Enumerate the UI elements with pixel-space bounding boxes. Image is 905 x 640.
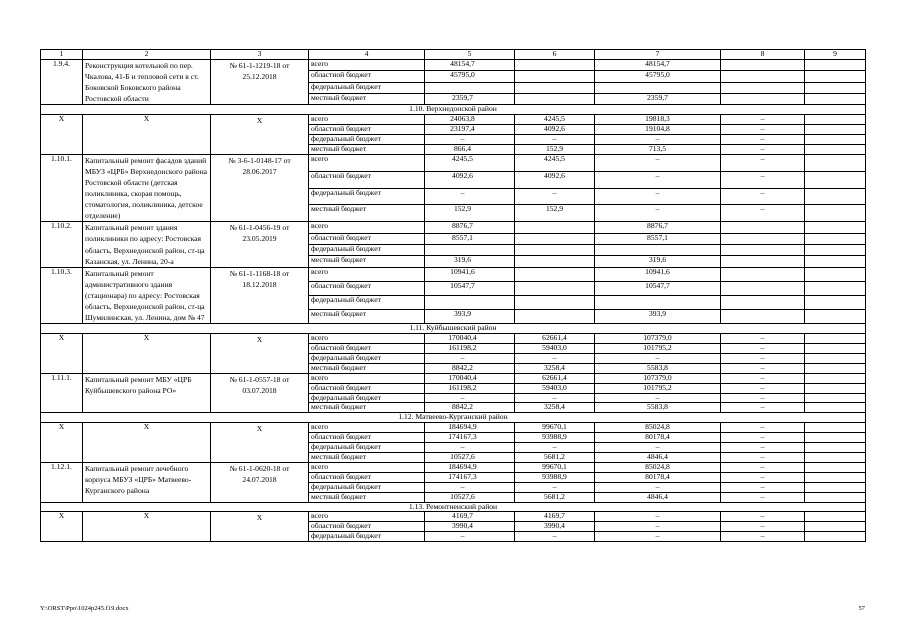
- funding-source: областной бюджет: [309, 383, 425, 393]
- funding-source: всего: [309, 423, 425, 433]
- value-col6: –: [515, 443, 595, 453]
- value-col9: [805, 295, 866, 309]
- total-value: 161198,2: [425, 383, 515, 393]
- value-col6: –: [515, 393, 595, 403]
- total-value: 8557,1: [425, 233, 515, 244]
- value-col9: [805, 59, 866, 70]
- value-col8: –: [721, 171, 805, 188]
- value-col7: –: [595, 482, 721, 492]
- funding-source: местный бюджет: [309, 403, 425, 413]
- value-col6: 62661,4: [515, 334, 595, 344]
- value-col6: [515, 281, 595, 295]
- funding-source: областной бюджет: [309, 522, 425, 532]
- value-col6: 4169,7: [515, 512, 595, 522]
- value-col7: 713,5: [595, 144, 721, 154]
- value-col8: [721, 82, 805, 93]
- total-value: 866,4: [425, 144, 515, 154]
- value-col9: [805, 383, 866, 393]
- value-col8: –: [721, 344, 805, 354]
- value-col7: 80178,4: [595, 433, 721, 443]
- value-col9: [805, 373, 866, 383]
- value-col8: [721, 71, 805, 82]
- item-name: Х: [83, 334, 211, 374]
- value-col6: 4245,5: [515, 154, 595, 171]
- funding-source: федеральный бюджет: [309, 295, 425, 309]
- value-col7: 80178,4: [595, 472, 721, 482]
- total-value: 4092,6: [425, 171, 515, 188]
- value-col9: [805, 344, 866, 354]
- value-col9: [805, 154, 866, 171]
- item-name: Капитальный ремонт МБУ «ЦРБ Куйбышевского района РО»: [83, 373, 211, 413]
- value-col7: 2359,7: [595, 93, 721, 104]
- total-value: –: [425, 135, 515, 145]
- funding-source: всего: [309, 154, 425, 171]
- region-row: [41, 502, 866, 512]
- value-col6: 59403,0: [515, 344, 595, 354]
- item-name: Капитальный ремонт фасадов зданий МБУЗ «ЦРБ» Верхнедонского района Ростовской области (детская поликлиника, скорая помощь, стоматология, поликлиника, детское отделение): [83, 154, 211, 222]
- page-number: 57: [858, 605, 865, 612]
- value-col7: 85024,8: [595, 423, 721, 433]
- region-heading: 1.11. Куйбышевский район: [41, 324, 866, 334]
- value-col6: 5681,2: [515, 453, 595, 463]
- value-col6: [515, 71, 595, 82]
- value-col6: [515, 222, 595, 233]
- item-number: 1.11.1.: [41, 373, 83, 413]
- value-col6: 99670,1: [515, 423, 595, 433]
- value-col7: 8557,1: [595, 233, 721, 244]
- column-number: 2: [83, 50, 211, 60]
- funding-source: местный бюджет: [309, 363, 425, 373]
- funding-source: областной бюджет: [309, 171, 425, 188]
- document-reference: № 61-1-1219-18 от 25.12.2018: [211, 59, 309, 104]
- total-value: 170040,4: [425, 334, 515, 344]
- value-col9: [805, 522, 866, 532]
- value-col8: –: [721, 492, 805, 502]
- total-value: –: [425, 482, 515, 492]
- value-col8: [721, 281, 805, 295]
- total-value: 3990,4: [425, 522, 515, 532]
- value-col6: [515, 295, 595, 309]
- value-col8: –: [721, 383, 805, 393]
- value-col7: 5583,8: [595, 403, 721, 413]
- value-col7: 8876,7: [595, 222, 721, 233]
- value-col7: 5583,8: [595, 363, 721, 373]
- value-col8: –: [721, 135, 805, 145]
- funding-source: федеральный бюджет: [309, 135, 425, 145]
- total-value: 4245,5: [425, 154, 515, 171]
- document-reference: № 61-1-0620-18 от 24.07.2018: [211, 462, 309, 502]
- funding-source: областной бюджет: [309, 125, 425, 135]
- table-row: [41, 462, 866, 472]
- value-col6: –: [515, 482, 595, 492]
- funding-source: местный бюджет: [309, 144, 425, 154]
- funding-source: местный бюджет: [309, 492, 425, 502]
- value-col9: [805, 115, 866, 125]
- value-col7: [595, 295, 721, 309]
- funding-source: федеральный бюджет: [309, 443, 425, 453]
- item-name: Капитальный ремонт здания поликлиники по адресу: Ростовская область, Верхнедонской район, ст-ца Казанская, ул. Ленина, 20-а: [83, 222, 211, 267]
- item-name: Реконструкция котельной по пер. Чкалова, 41-Б и тепловой сети в ст. Боковской Боковского района Ростовской области: [83, 59, 211, 104]
- item-number: 1.10.3.: [41, 267, 83, 323]
- total-value: 161198,2: [425, 344, 515, 354]
- total-value: [425, 82, 515, 93]
- value-col6: 5681,2: [515, 492, 595, 502]
- document-reference: Х: [211, 512, 309, 542]
- value-col6: –: [515, 353, 595, 363]
- item-number: 1.10.1.: [41, 154, 83, 222]
- value-col8: –: [721, 423, 805, 433]
- value-col7: 101795,2: [595, 344, 721, 354]
- value-col6: [515, 310, 595, 324]
- value-col6: 3258,4: [515, 363, 595, 373]
- column-number: 6: [515, 50, 595, 60]
- value-col6: 93988,9: [515, 472, 595, 482]
- funding-source: федеральный бюджет: [309, 353, 425, 363]
- region-row: [41, 413, 866, 423]
- column-number: 7: [595, 50, 721, 60]
- total-value: 393,9: [425, 310, 515, 324]
- document-reference: № 3-6-1-0148-17 от 28.06.2017: [211, 154, 309, 222]
- funding-source: областной бюджет: [309, 233, 425, 244]
- value-col7: [595, 245, 721, 256]
- funding-source: местный бюджет: [309, 453, 425, 463]
- value-col9: [805, 71, 866, 82]
- funding-source: всего: [309, 373, 425, 383]
- document-reference: Х: [211, 423, 309, 463]
- value-col9: [805, 281, 866, 295]
- value-col9: [805, 256, 866, 267]
- value-col6: 152,9: [515, 144, 595, 154]
- value-col7: [595, 82, 721, 93]
- value-col6: –: [515, 135, 595, 145]
- budget-table: [40, 49, 866, 542]
- value-col9: [805, 472, 866, 482]
- total-value: –: [425, 188, 515, 205]
- value-col9: [805, 532, 866, 542]
- document-reference: № 61-1-0557-18 от 03.07.2018: [211, 373, 309, 413]
- value-col8: –: [721, 353, 805, 363]
- value-col7: 319,6: [595, 256, 721, 267]
- total-value: –: [425, 443, 515, 453]
- value-col6: 62661,4: [515, 373, 595, 383]
- table-row: [41, 59, 866, 70]
- column-number: 5: [425, 50, 515, 60]
- item-number: 1.9.4.: [41, 59, 83, 104]
- value-col8: –: [721, 154, 805, 171]
- value-col7: 4846,4: [595, 492, 721, 502]
- value-col6: 4092,6: [515, 171, 595, 188]
- table-row: [41, 222, 866, 233]
- value-col9: [805, 363, 866, 373]
- value-col6: 3990,4: [515, 522, 595, 532]
- value-col8: –: [721, 188, 805, 205]
- value-col8: –: [721, 433, 805, 443]
- value-col9: [805, 135, 866, 145]
- footer-file-path: Y:\ORST\Ppo\1024p245.f19.docx: [40, 605, 129, 612]
- total-value: 319,6: [425, 256, 515, 267]
- value-col7: –: [595, 512, 721, 522]
- value-col6: 4092,6: [515, 125, 595, 135]
- value-col9: [805, 433, 866, 443]
- total-value: [425, 295, 515, 309]
- value-col8: –: [721, 472, 805, 482]
- total-value: 8842,2: [425, 363, 515, 373]
- funding-source: местный бюджет: [309, 310, 425, 324]
- value-col8: –: [721, 115, 805, 125]
- value-col6: [515, 245, 595, 256]
- funding-source: всего: [309, 512, 425, 522]
- item-name: Капитальный ремонт административного здания (стационара) по адресу: Ростовская область, Верхнедонской район, ст-ца Шумилинская, ул. Ленина, дом № 47: [83, 267, 211, 323]
- value-col8: –: [721, 393, 805, 403]
- total-value: 184694,9: [425, 423, 515, 433]
- funding-source: федеральный бюджет: [309, 82, 425, 93]
- value-col9: [805, 144, 866, 154]
- funding-source: областной бюджет: [309, 71, 425, 82]
- item-number: Х: [41, 115, 83, 155]
- total-value: 174167,3: [425, 433, 515, 443]
- total-value: 45795,0: [425, 71, 515, 82]
- value-col8: –: [721, 482, 805, 492]
- total-value: 10527,6: [425, 492, 515, 502]
- value-col9: [805, 205, 866, 222]
- value-col7: –: [595, 532, 721, 542]
- value-col9: [805, 453, 866, 463]
- column-number: 3: [211, 50, 309, 60]
- funding-source: областной бюджет: [309, 472, 425, 482]
- column-number: 9: [805, 50, 866, 60]
- region-row: [41, 324, 866, 334]
- value-col9: [805, 245, 866, 256]
- funding-source: всего: [309, 115, 425, 125]
- table-row: [41, 115, 866, 125]
- table-row: [41, 512, 866, 522]
- funding-source: местный бюджет: [309, 256, 425, 267]
- value-col7: –: [595, 205, 721, 222]
- column-number: 1: [41, 50, 83, 60]
- value-col9: [805, 267, 866, 281]
- funding-source: федеральный бюджет: [309, 245, 425, 256]
- value-col6: [515, 267, 595, 281]
- value-col8: –: [721, 522, 805, 532]
- value-col7: –: [595, 188, 721, 205]
- value-col7: –: [595, 171, 721, 188]
- value-col9: [805, 93, 866, 104]
- funding-source: федеральный бюджет: [309, 482, 425, 492]
- value-col8: –: [721, 512, 805, 522]
- total-value: 10547,7: [425, 281, 515, 295]
- funding-source: всего: [309, 59, 425, 70]
- total-value: 152,9: [425, 205, 515, 222]
- total-value: 48154,7: [425, 59, 515, 70]
- total-value: 24063,8: [425, 115, 515, 125]
- value-col8: –: [721, 144, 805, 154]
- total-value: 4169,7: [425, 512, 515, 522]
- column-number: 4: [309, 50, 425, 60]
- value-col6: 93988,9: [515, 433, 595, 443]
- value-col7: 393,9: [595, 310, 721, 324]
- value-col9: [805, 403, 866, 413]
- item-number: 1.12.1.: [41, 462, 83, 502]
- value-col6: [515, 233, 595, 244]
- value-col8: [721, 310, 805, 324]
- value-col8: –: [721, 205, 805, 222]
- item-name: Капитальный ремонт лечебного корпуса МБУЗ «ЦРБ» Матвеево-Курганского района: [83, 462, 211, 502]
- value-col6: 59403,0: [515, 383, 595, 393]
- funding-source: всего: [309, 462, 425, 472]
- total-value: –: [425, 353, 515, 363]
- value-col7: 10547,7: [595, 281, 721, 295]
- region-heading: 1.13. Ремонтненский район: [41, 502, 866, 512]
- value-col7: –: [595, 522, 721, 532]
- value-col8: [721, 256, 805, 267]
- value-col7: 107379,0: [595, 373, 721, 383]
- table-row: [41, 334, 866, 344]
- funding-source: областной бюджет: [309, 281, 425, 295]
- funding-source: областной бюджет: [309, 433, 425, 443]
- value-col9: [805, 492, 866, 502]
- value-col6: [515, 82, 595, 93]
- item-number: 1.10.2.: [41, 222, 83, 267]
- value-col9: [805, 310, 866, 324]
- total-value: 10527,6: [425, 453, 515, 463]
- value-col9: [805, 125, 866, 135]
- value-col7: –: [595, 393, 721, 403]
- document-reference: Х: [211, 115, 309, 155]
- value-col8: –: [721, 373, 805, 383]
- value-col9: [805, 423, 866, 433]
- value-col9: [805, 443, 866, 453]
- total-value: [425, 245, 515, 256]
- total-value: 170040,4: [425, 373, 515, 383]
- funding-source: областной бюджет: [309, 344, 425, 354]
- value-col6: 99670,1: [515, 462, 595, 472]
- value-col8: [721, 295, 805, 309]
- value-col8: [721, 93, 805, 104]
- value-col9: [805, 512, 866, 522]
- value-col8: –: [721, 334, 805, 344]
- value-col6: 152,9: [515, 205, 595, 222]
- value-col9: [805, 334, 866, 344]
- value-col7: –: [595, 353, 721, 363]
- value-col8: [721, 245, 805, 256]
- total-value: –: [425, 393, 515, 403]
- table-row: [41, 267, 866, 281]
- value-col6: 4245,5: [515, 115, 595, 125]
- value-col7: –: [595, 154, 721, 171]
- value-col9: [805, 482, 866, 492]
- value-col8: –: [721, 462, 805, 472]
- value-col7: 107379,0: [595, 334, 721, 344]
- header-row: [41, 50, 866, 60]
- value-col8: –: [721, 125, 805, 135]
- value-col8: –: [721, 403, 805, 413]
- value-col9: [805, 222, 866, 233]
- value-col9: [805, 82, 866, 93]
- value-col8: –: [721, 363, 805, 373]
- item-number: Х: [41, 334, 83, 374]
- item-number: Х: [41, 512, 83, 542]
- value-col8: –: [721, 443, 805, 453]
- total-value: 2359,7: [425, 93, 515, 104]
- column-number: 8: [721, 50, 805, 60]
- value-col6: –: [515, 532, 595, 542]
- value-col7: 19104,8: [595, 125, 721, 135]
- item-number: Х: [41, 423, 83, 463]
- funding-source: федеральный бюджет: [309, 393, 425, 403]
- region-heading: 1.10. Верхнедонской район: [41, 105, 866, 115]
- value-col6: [515, 256, 595, 267]
- total-value: 184694,9: [425, 462, 515, 472]
- value-col8: [721, 59, 805, 70]
- funding-source: местный бюджет: [309, 205, 425, 222]
- item-name: Х: [83, 115, 211, 155]
- document-reference: № 61-1-0456-19 от 23.05.2019: [211, 222, 309, 267]
- value-col8: –: [721, 453, 805, 463]
- document-reference: № 61-1-1168-18 от 18.12.2018: [211, 267, 309, 323]
- value-col9: [805, 188, 866, 205]
- region-heading: 1.12. Матвеево-Курганский район: [41, 413, 866, 423]
- funding-source: местный бюджет: [309, 93, 425, 104]
- value-col7: 4846,4: [595, 453, 721, 463]
- value-col9: [805, 353, 866, 363]
- value-col9: [805, 393, 866, 403]
- total-value: 10941,6: [425, 267, 515, 281]
- value-col8: –: [721, 532, 805, 542]
- value-col7: –: [595, 443, 721, 453]
- table-row: [41, 423, 866, 433]
- value-col7: 19818,3: [595, 115, 721, 125]
- value-col9: [805, 233, 866, 244]
- value-col7: –: [595, 135, 721, 145]
- total-value: 8876,7: [425, 222, 515, 233]
- value-col6: –: [515, 188, 595, 205]
- table-row: [41, 373, 866, 383]
- funding-source: федеральный бюджет: [309, 188, 425, 205]
- value-col8: [721, 222, 805, 233]
- funding-source: федеральный бюджет: [309, 532, 425, 542]
- value-col7: 10941,6: [595, 267, 721, 281]
- value-col6: 3258,4: [515, 403, 595, 413]
- funding-source: всего: [309, 267, 425, 281]
- total-value: 23197,4: [425, 125, 515, 135]
- funding-source: всего: [309, 334, 425, 344]
- document-reference: Х: [211, 334, 309, 374]
- value-col9: [805, 462, 866, 472]
- value-col7: 45795,0: [595, 71, 721, 82]
- item-name: Х: [83, 423, 211, 463]
- total-value: 174167,3: [425, 472, 515, 482]
- value-col6: [515, 59, 595, 70]
- value-col7: 48154,7: [595, 59, 721, 70]
- funding-source: всего: [309, 222, 425, 233]
- total-value: 8842,2: [425, 403, 515, 413]
- table-row: [41, 154, 866, 171]
- value-col6: [515, 93, 595, 104]
- value-col8: [721, 233, 805, 244]
- value-col7: 101795,2: [595, 383, 721, 393]
- value-col9: [805, 171, 866, 188]
- item-name: Х: [83, 512, 211, 542]
- total-value: –: [425, 532, 515, 542]
- value-col7: 85024,8: [595, 462, 721, 472]
- region-row: [41, 105, 866, 115]
- value-col8: [721, 267, 805, 281]
